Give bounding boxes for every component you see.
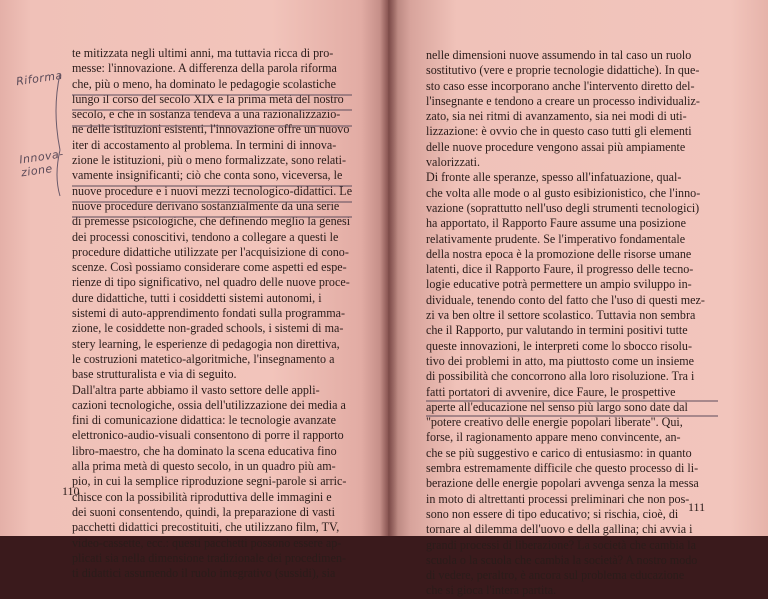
left-page-number: 110 [62,484,80,498]
text-line: della nostra epoca è la promozione delle risorse umane [426,246,692,261]
text-line: ha apportato, il Rapporto Faure assume una posizione [426,216,686,231]
text-line: fatti portatori di avvenire, dice Faure, le prospettive [426,384,676,399]
text-line: zato, sia nei ritmi di avanzamento, sia nei modi di uti- [426,109,687,124]
text-line: alla prima metà di questo secolo, in un quadro più am- [72,459,336,474]
text-line: lizzazione: è ovvio che in questo caso tutti gli elementi [426,124,692,139]
text-line: forse, il ragionamento appare meno convincente, an- [426,430,681,445]
text-line: vamente insignificanti; ciò che conta sono, viceversa, le [72,168,343,183]
text-line: dei processi conoscitivi, tendono a collegare a questi le [72,229,339,244]
text-line: relativamente prudente. Se l'imperativo fondamentale [426,231,686,246]
text-line: zione, le cosiddette non-graded schools, i sistemi di ma- [72,321,344,336]
text-line: che si gioca l'intera partita. [426,583,557,598]
text-line: rienze di tipo significativo, nel quadro delle nuove proce- [72,275,350,290]
text-line: chisce con la possibilità riproduttiva delle immagini e [72,489,332,504]
text-line: nuove procedure e i nuovi mezzi tecnologico-didattici. Le [72,183,353,198]
text-line: "potere creativo delle energie popolari liberate". Qui, [426,415,683,430]
text-line: ne delle istituzioni esistenti, l'innovazione offre un nuovo [72,122,350,137]
text-line: libro-maestro, che ha dominato la scena educativa fino [72,443,337,458]
text-line: che volta alle mode o al gusto esibizionistico, che l'inno- [426,185,701,200]
text-line: scuola o la scuola che cambia la società? A nostro modo [426,552,698,567]
text-line: elettronico-audio-visuali consentono di porre il rapporto [72,428,344,443]
text-line: le costruzioni matetico-algoritmiche, l'insegnamento a [72,351,335,366]
text-line: secolo, e che in sostanza tendeva a una razionalizzazio- [72,107,341,122]
text-line: fini di comunicazione didattica: le tecnologie avanzate [72,413,336,428]
text-line: zione le istituzioni, più o meno formalizzate, sono relati- [72,153,347,168]
text-line: video-cassette, ecc.: questi pacchetti possono essere ap- [72,535,342,550]
text-line: plicati sia nella dimensione tradizionale dei procedimen- [72,550,347,565]
text-line: messe: l'innovazione. A differenza della parola riforma [72,61,337,76]
margin-note-line: zione [20,162,54,180]
text-line: nuove procedure derivano sostanzialmente da una serie [72,198,340,213]
text-line: stery learning, le esperienze di pedagogia non direttiva, [72,336,340,351]
text-line: ti didattici assumendo il ruolo integrativo (sussidi), sia [72,566,336,581]
text-line: delle nuove procedure vengono assai più ampiamente [426,139,686,154]
left-page-body-text [72,46,354,581]
text-line: l'insegnante e tendono a creare un processo individualiz- [426,93,700,108]
text-line: che il Rapporto, pur valutando in termini positivi tutte [426,323,688,338]
text-line: vazione (soprattutto nell'uso degli strumenti tecnologici) [426,200,700,215]
book-gutter [380,0,398,536]
text-line: dure didattiche, tutti i cosiddetti sistemi autonomi, i [72,290,322,305]
right-page-body-text [426,48,718,599]
text-line: in moto di altrettanti processi preliminari che non pos- [426,491,690,506]
text-line: scenze. Così possiamo considerare come aspetti ed espe- [72,260,347,275]
text-line: queste innovazioni, le interpreti come lo sbocco risolu- [426,338,692,353]
text-line: dividuale, tenendo conto del fatto che l'uso di questi mez- [426,292,705,307]
text-line: lungo il corso del secolo XIX e la prima metà del nostro [72,91,344,106]
text-line: valorizzati. [426,155,481,170]
text-line: latenti, dice il Rapporto Faure, il progresso delle tecno- [426,262,694,277]
text-line: grandi processi di liberazione? La società che cambia la [426,537,696,552]
text-line: Dall'altra parte abbiamo il vasto settore delle appli- [72,382,320,397]
text-line: di premesse psicologiche, che definendo meglio la genesi [72,214,351,229]
text-line: aperte all'educazione nel senso più largo sono date dal [426,399,688,414]
text-line: che, più o meno, ha dominato le pedagogie scolastiche [72,76,336,91]
text-line: cazioni tecnologiche, ossia dell'utilizzazione dei media a [72,397,346,412]
text-line: sono non essere di tipo educativo; si rischia, cioè, di [426,506,679,521]
right-page-number: 111 [688,500,706,514]
text-line: Di fronte alle speranze, spesso all'infatuazione, qual- [426,170,682,185]
margin-note-line: Innova- [18,147,65,167]
text-line: logie educative potrà permettere un ampio sviluppo in- [426,277,692,292]
text-line: tornare al dilemma dell'uovo e della gallina; chi avvia i [426,522,693,537]
text-line: procedure didattiche utilizzate per l'acquisizione di cono- [72,244,349,259]
text-line: pio, in cui la semplice riproduzione segni-parole si arric- [72,474,347,489]
text-line: nelle dimensioni nuove assumendo in tal caso un ruolo [426,48,692,62]
left-page [0,0,388,581]
text-line: di vedere, peraltro, è ancora sul problema educazione [426,568,685,583]
text-line: sistemi di auto-apprendimento fondati sulla programma- [72,306,346,321]
text-line: zi va ben oltre il settore scolastico. Tuttavia non sembra [426,308,696,323]
text-line: base strutturalista e via di seguito. [72,367,237,382]
text-line: te mitizzata negli ultimi anni, ma tuttavia ricca di pro- [72,46,334,60]
text-line: tivo dei problemi in atto, ma piuttosto come un insieme [426,353,695,368]
margin-note-innovazione [18,147,71,180]
text-line: berazione delle energie popolari avvenga senza la messa [426,476,699,491]
text-line: pacchetti didattici precostituiti, che utilizzano film, TV, [72,520,340,535]
text-line: iter di accostamento al problema. In termini di innova- [72,137,337,152]
text-line: dei suoni consentendo, quindi, la preparazione di vasti [72,504,335,519]
text-line: che se più suggestivo e carico di entusiasmo: in quanto [426,445,692,460]
text-line: sembra estremamente difficile che questo processo di li- [426,461,699,476]
text-line: sostitutivo (vere e proprie tecnologie didattiche). In que- [426,63,700,78]
right-page [388,0,768,598]
text-line: di possibilità che concorrono alla loro risoluzione. Tra i [426,369,695,384]
margin-note-riforma: Riforma [15,68,64,89]
text-line: sto caso esse incorporano anche l'intervento diretto del- [426,78,695,93]
